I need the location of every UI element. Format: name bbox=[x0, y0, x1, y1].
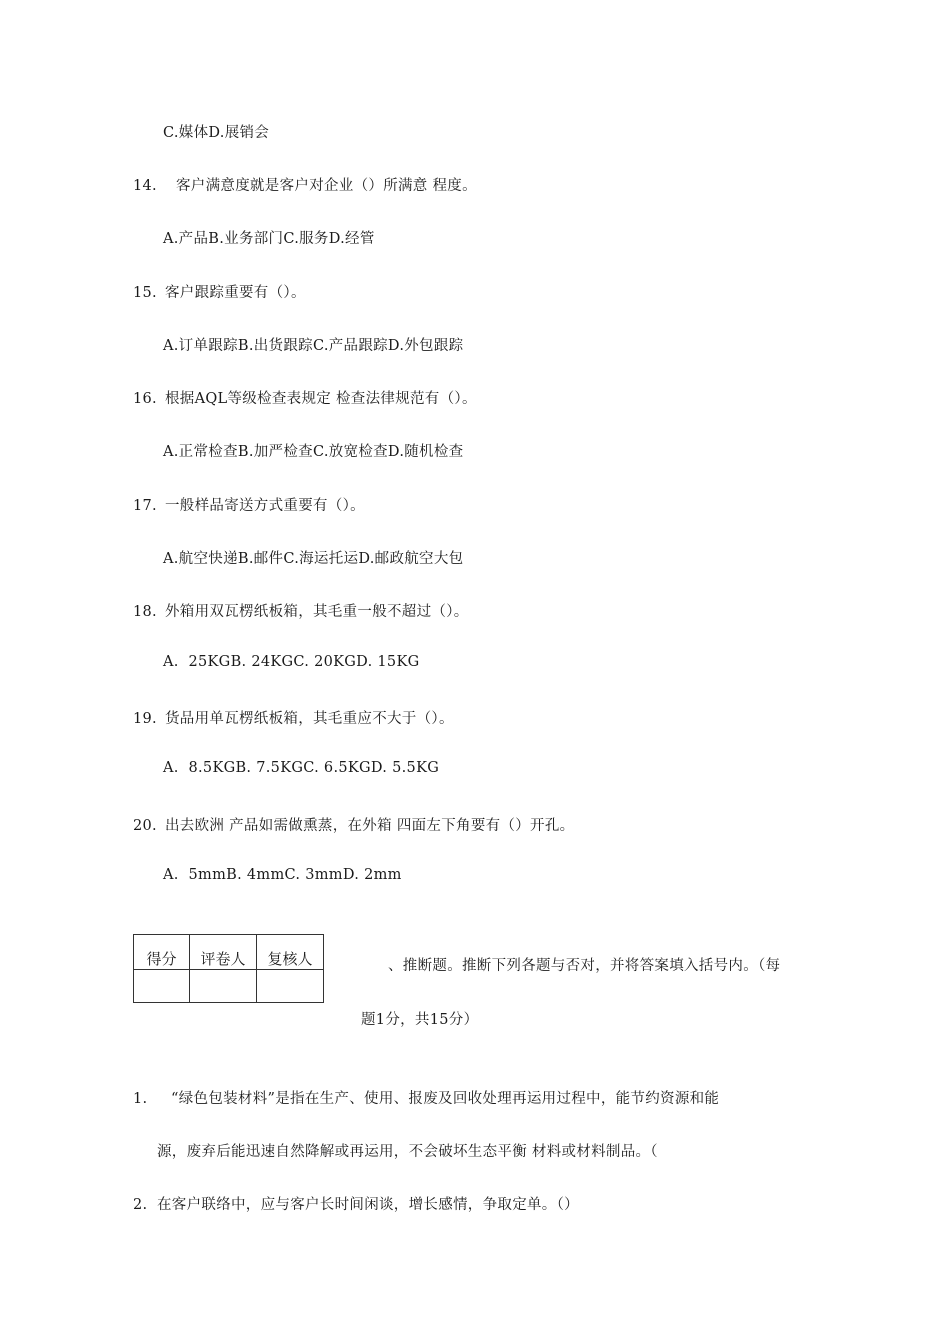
options-20: A. 5mmB. 4mmC. 3mmD. 2mm bbox=[163, 867, 402, 883]
question-number: 17. bbox=[133, 498, 157, 514]
question-19 bbox=[133, 707, 454, 728]
question-text: 在客户联络中，应与客户长时间闲谈，增长感情，争取定单。（） bbox=[157, 1197, 579, 1213]
question-number: 16. bbox=[133, 391, 157, 407]
score-header: 得分 bbox=[134, 935, 190, 970]
question-14 bbox=[133, 174, 477, 195]
options-17: A.航空快递B.邮件C.海运托运D.邮政航空大包 bbox=[163, 551, 464, 567]
question-number: 2. bbox=[133, 1197, 148, 1213]
question-18 bbox=[133, 600, 469, 621]
question-number: 18. bbox=[133, 604, 157, 620]
options-18: A. 25KGB. 24KGC. 20KGD. 15KG bbox=[163, 654, 420, 670]
question-text: 客户满意度就是客户对企业（）所满意 程度。 bbox=[176, 178, 477, 194]
question-number: 19. bbox=[133, 711, 157, 727]
score-table bbox=[133, 934, 324, 1003]
score-table-header-row bbox=[134, 935, 324, 970]
question-text: 外箱用双瓦楞纸板箱，其毛重一般不超过（）。 bbox=[165, 604, 469, 620]
options-14: A.产品B.业务部门C.服务D.经管 bbox=[163, 231, 375, 247]
question-number: 15. bbox=[133, 285, 157, 301]
reviewer-header: 复核人 bbox=[257, 935, 324, 970]
question-17 bbox=[133, 494, 365, 515]
options-16: A.正常检查B.加严检查C.放宽检查D.随机检查 bbox=[163, 444, 464, 460]
tf-question-1-cont: 源，废弃后能迅速自然降解或再运用，不会破坏生态平衡 材料或材料制品。（ bbox=[157, 1144, 658, 1160]
grader-cell[interactable] bbox=[190, 970, 257, 1003]
tf-question-2 bbox=[133, 1193, 579, 1214]
question-text: 出去欧洲 产品如需做熏蒸，在外箱 四面左下角要有（）开孔。 bbox=[165, 818, 575, 834]
question-16 bbox=[133, 387, 477, 408]
section-title-cont: 题1分，共15分） bbox=[361, 1012, 479, 1028]
question-text: 货品用单瓦楞纸板箱，其毛重应不大于（）。 bbox=[165, 711, 454, 727]
tf-question-1 bbox=[133, 1087, 719, 1108]
score-cell[interactable] bbox=[134, 970, 190, 1003]
question-text: 一般样品寄送方式重要有（）。 bbox=[165, 498, 365, 514]
question-text: 根据AQL等级检查表规定 检查法律规范有（）。 bbox=[165, 391, 477, 407]
reviewer-cell[interactable] bbox=[257, 970, 324, 1003]
question-number: 20. bbox=[133, 818, 157, 834]
score-table-input-row bbox=[134, 970, 324, 1003]
top-option: C.媒体D.展销会 bbox=[163, 125, 270, 141]
question-15 bbox=[133, 281, 306, 302]
question-number: 1. bbox=[133, 1091, 148, 1107]
options-15: A.订单跟踪B.出货跟踪C.产品跟踪D.外包跟踪 bbox=[163, 338, 464, 354]
question-text: 客户跟踪重要有（）。 bbox=[165, 285, 306, 301]
question-20 bbox=[133, 814, 574, 835]
question-number: 14. bbox=[133, 178, 157, 194]
question-text: “绿色包装材料”是指在生产、使用、报废及回收处理再运用过程中，能节约资源和能 bbox=[171, 1091, 720, 1107]
grader-header: 评卷人 bbox=[190, 935, 257, 970]
section-title: 、推断题。推断下列各题与否对，并将答案填入括号内。（每 bbox=[388, 958, 781, 974]
options-19: A. 8.5KGB. 7.5KGC. 6.5KGD. 5.5KG bbox=[163, 760, 440, 776]
